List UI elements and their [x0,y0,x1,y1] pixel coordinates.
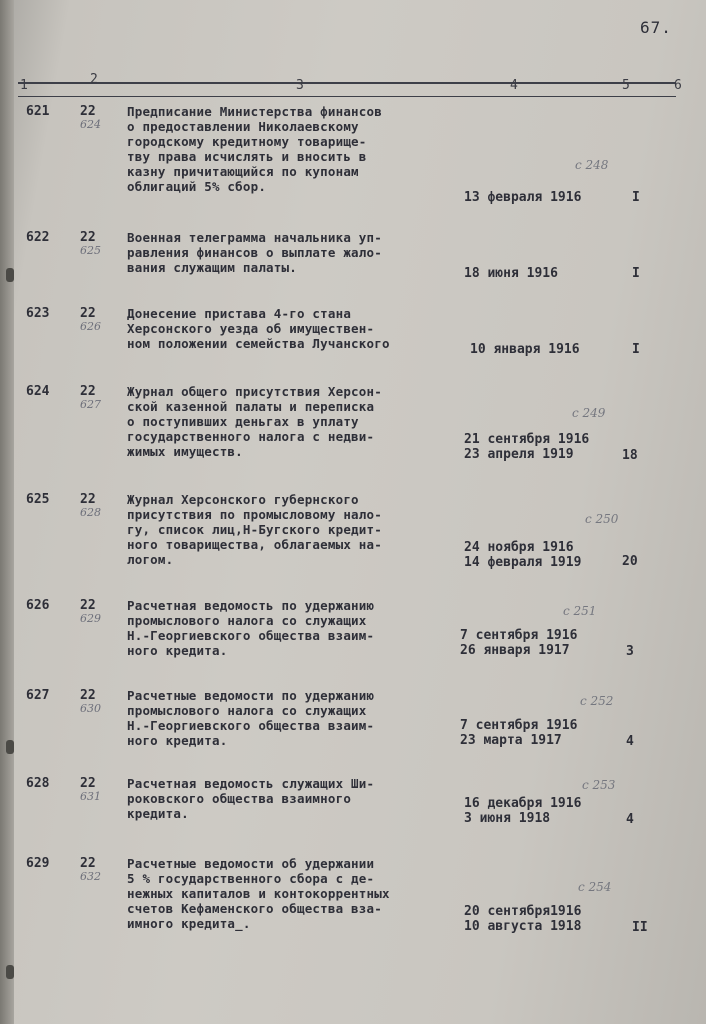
entry-number: 624 [26,384,50,399]
sheet-pencil-annotation: с 254 [578,880,612,894]
date-line: 14 февраля 1919 [464,555,582,570]
entry-title [127,688,447,748]
binding-hole [6,965,14,979]
header-rule-bottom [18,96,676,97]
title-line: роковского общества взаимного [127,791,352,806]
entry-fond: 22 [80,688,96,703]
title-line: тву права исчислять и вносить в [127,149,367,164]
entry-dates [464,190,581,205]
entry-title [127,856,447,931]
binding-hole [6,740,14,754]
date-line: 7 сентября 1916 [460,718,578,733]
column-number: 5 [622,78,630,93]
entry-sheet-count: I [632,342,640,357]
title-line: ного кредита. [127,733,228,748]
column-number: 2 [90,72,98,87]
entry-fond: 22 [80,384,96,399]
title-line: о предоставлении Николаевскому [127,119,359,134]
entry-sheet-count: I [632,266,640,281]
page-number: 67. [640,18,672,37]
title-line: Донесение пристава 4-го стана [127,306,352,321]
title-line: ного кредита. [127,643,228,658]
entry-sheet-count: 4 [626,734,634,749]
entry-fond: 22 [80,104,96,119]
title-line: Предписание Министерства финансов [127,104,382,119]
entry-number: 622 [26,230,50,245]
title-line: 5 % государственного сбора с де- [127,871,375,886]
entry-title [127,776,447,821]
entry-dates [464,266,558,281]
entry-fond: 22 [80,306,96,321]
title-line: Журнал общего присутствия Херсон- [127,384,382,399]
entry-number: 623 [26,306,50,321]
date-line: 16 декабря 1916 [464,796,582,811]
pencil-annotation: 627 [80,398,101,411]
entry-dates [460,628,577,658]
entry-title [127,104,447,194]
entry-fond: 22 [80,230,96,245]
title-line: нежных капиталов и контокоррентных [127,886,390,901]
title-line: Расчетная ведомость по удержанию [127,598,375,613]
title-line: Н.-Георгиевского общества взаим- [127,628,375,643]
entry-fond: 22 [80,856,96,871]
sheet-pencil-annotation: с 248 [575,158,609,172]
title-line: логом. [127,552,174,567]
column-number: 3 [296,78,304,93]
entry-number: 627 [26,688,50,703]
date-line: 3 июня 1918 [464,811,551,826]
entry-dates [460,718,577,748]
date-line: 21 сентября 1916 [464,432,590,447]
entry-sheet-count: 20 [622,554,638,569]
entry-sheet-count: I [632,190,640,205]
date-line: 13 февраля 1916 [464,190,582,205]
date-line: 23 марта 1917 [460,733,562,748]
title-line: присутствия по промысловому нало- [127,507,382,522]
entry-number: 626 [26,598,50,613]
title-line: равления финансов о выплате жало- [127,245,382,260]
entry-dates [464,432,589,462]
title-line: облигаций 5% сбор. [127,179,267,194]
sheet-pencil-annotation: с 251 [563,604,597,618]
entry-fond: 22 [80,776,96,791]
sheet-pencil-annotation: с 252 [580,694,614,708]
column-number: 1 [20,78,28,93]
entry-title [127,384,447,459]
title-line: Журнал Херсонского губернского [127,492,359,507]
date-line: 10 января 1916 [470,342,580,357]
title-line: Херсонского уезда об имуществен- [127,321,375,336]
title-line: городскому кредитному товарище- [127,134,367,149]
pencil-annotation: 630 [80,702,101,715]
pencil-annotation: 629 [80,612,101,625]
entry-sheet-count: II [632,920,648,935]
date-line: 20 сентября1916 [464,904,582,919]
entry-dates [464,540,581,570]
title-line: кредита. [127,806,189,821]
title-line: счетов Кефаменского общества вза- [127,901,382,916]
title-line: Расчетные ведомости об удержании [127,856,375,871]
entry-dates [464,904,581,934]
pencil-annotation: 628 [80,506,101,519]
title-line: Расчетная ведомость служащих Ши- [127,776,375,791]
date-line: 7 сентября 1916 [460,628,578,643]
title-line: Н.-Георгиевского общества взаим- [127,718,375,733]
title-line: Военная телеграмма начальника уп- [127,230,382,245]
entry-number: 625 [26,492,50,507]
title-line: Расчетные ведомости по удержанию [127,688,375,703]
title-line: имного кредита_. [127,916,251,931]
entry-number: 628 [26,776,50,791]
sheet-pencil-annotation: с 249 [572,406,606,420]
entry-title [127,492,447,567]
title-line: гу, список лиц,Н-Бугского кредит- [127,522,382,537]
entry-sheet-count: 18 [622,448,638,463]
entry-title [127,306,447,351]
entry-fond: 22 [80,598,96,613]
title-line: ской казенной палаты и переписка [127,399,375,414]
column-number: 4 [510,78,518,93]
title-line: вания служащим палаты. [127,260,297,275]
title-line: ном положении семейства Лучанского [127,336,390,351]
header-rule-top [18,82,676,84]
date-line: 26 января 1917 [460,643,570,658]
date-line: 24 ноября 1916 [464,540,574,555]
title-line: жимых имуществ. [127,444,243,459]
pencil-annotation: 625 [80,244,101,257]
entry-title [127,598,447,658]
title-line: промыслового налога со служащих [127,703,367,718]
title-line: промыслового налога со служащих [127,613,367,628]
title-line: казну причитающийся по купонам [127,164,359,179]
title-line: о поступивших деньгах в уплату [127,414,359,429]
entry-number: 621 [26,104,50,119]
column-number: 6 [674,78,682,93]
sheet-pencil-annotation: с 250 [585,512,619,526]
entry-dates [470,342,580,357]
pencil-annotation: 631 [80,790,101,803]
pencil-annotation: 624 [80,118,101,131]
entry-number: 629 [26,856,50,871]
entry-sheet-count: 4 [626,812,634,827]
entry-title [127,230,447,275]
date-line: 23 апреля 1919 [464,447,574,462]
entry-dates [464,796,581,826]
title-line: государственного налога с недви- [127,429,375,444]
entry-fond: 22 [80,492,96,507]
title-line: ного товарищества, облагаемых на- [127,537,382,552]
pencil-annotation: 626 [80,320,101,333]
date-line: 18 июня 1916 [464,266,558,281]
binding-hole [6,268,14,282]
entry-sheet-count: 3 [626,644,634,659]
date-line: 10 августа 1918 [464,919,582,934]
pencil-annotation: 632 [80,870,101,883]
sheet-pencil-annotation: с 253 [582,778,616,792]
